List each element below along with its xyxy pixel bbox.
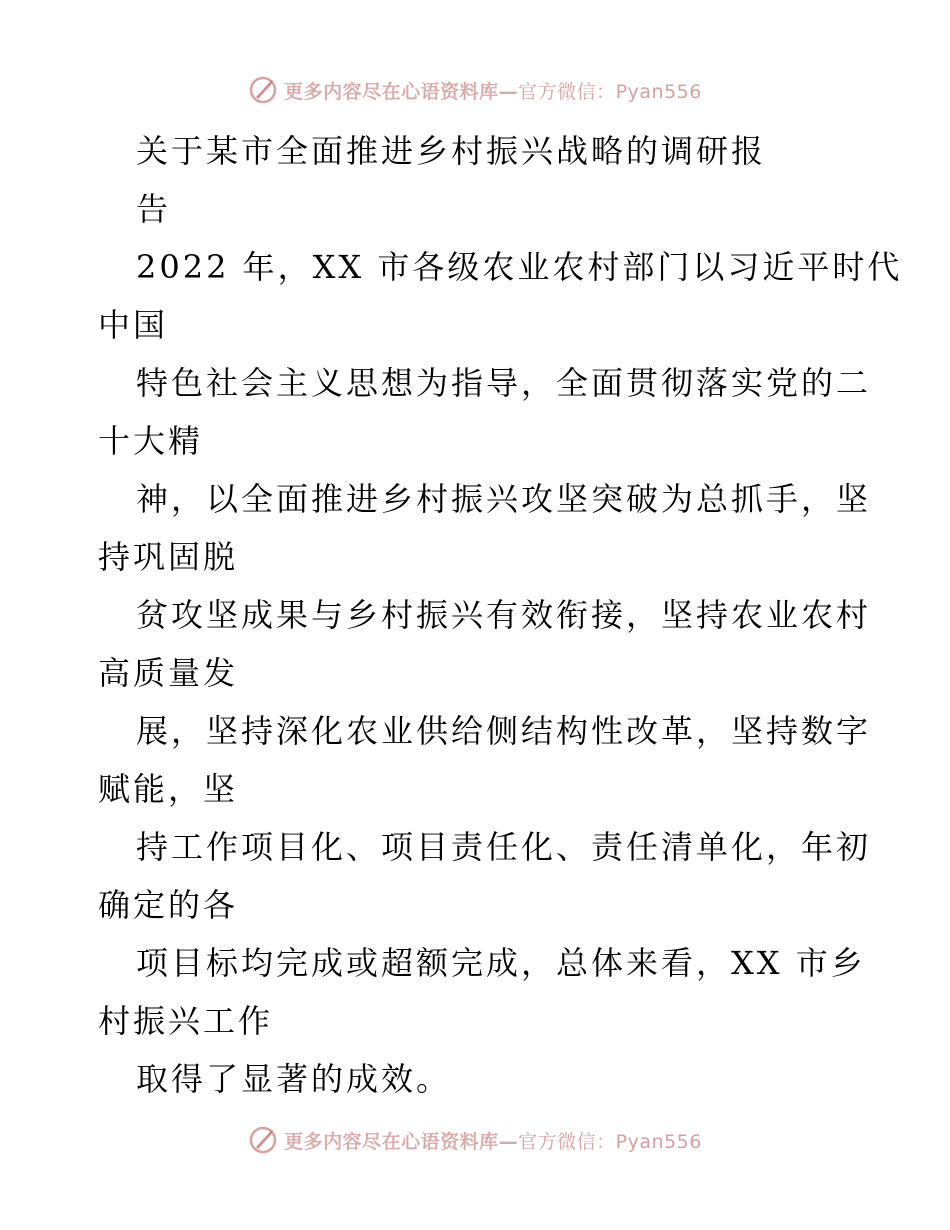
watermark-header <box>0 70 950 110</box>
text-line: 高质量发 <box>98 654 239 692</box>
text-line: 取得了显著的成效。 <box>136 1060 452 1098</box>
quill-logo-icon <box>248 75 278 105</box>
text-line: 持工作项目化、项目责任化、责任清单化，年初 <box>136 828 872 866</box>
text-line: 贫攻坚成果与乡村振兴有效衔接，坚持农业农村 <box>136 596 872 634</box>
quill-logo-icon <box>248 1125 278 1155</box>
watermark-footer <box>0 1120 950 1160</box>
document-body <box>98 122 903 1108</box>
watermark-wechat: 官方微信：Pyan556 <box>518 1130 702 1153</box>
text-line: 赋能，坚 <box>98 770 239 808</box>
text-line: 持巩固脱 <box>98 538 239 576</box>
text-line: 特色社会主义思想为指导，全面贯彻落实党的二 <box>136 364 872 402</box>
text-line: 村振兴工作 <box>98 1002 274 1040</box>
text-line: 十大精 <box>98 422 204 460</box>
text-line: 神，以全面推进乡村振兴攻坚突破为总抓手，坚 <box>136 480 872 518</box>
watermark-text: 更多内容尽在心语资料库— <box>284 1130 519 1153</box>
text-line: 确定的各 <box>98 886 239 924</box>
watermark-text: 更多内容尽在心语资料库— <box>284 80 519 103</box>
text-line: 项目标均完成或超额完成，总体来看，XX 市乡 <box>136 944 866 982</box>
text-line: 2022 年，XX 市各级农业农村部门以习近平时代 <box>136 248 903 286</box>
watermark-wechat: 官方微信：Pyan556 <box>518 80 702 103</box>
text-line: 中国 <box>98 306 169 344</box>
text-line: 告 <box>136 190 172 228</box>
text-line: 关于某市全面推进乡村振兴战略的调研报 <box>136 132 767 170</box>
text-line: 展，坚持深化农业供给侧结构性改革，坚持数字 <box>136 712 872 750</box>
